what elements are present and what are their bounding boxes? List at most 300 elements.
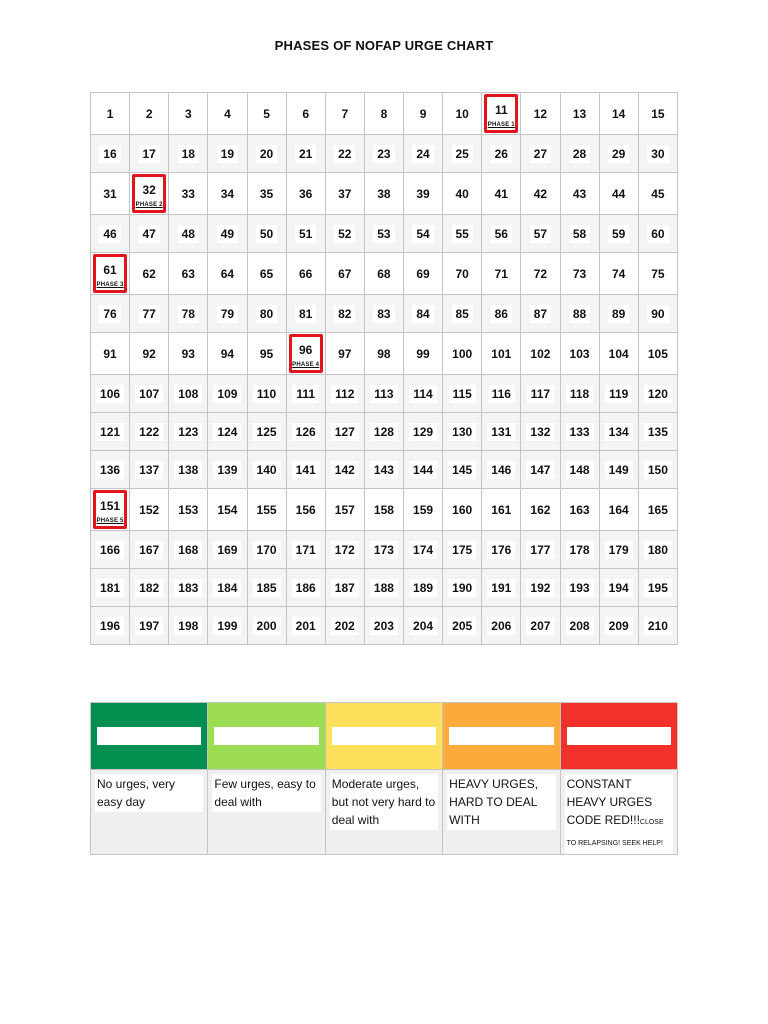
- phase-label: PHASE 2: [135, 202, 163, 208]
- legend-swatch: [443, 703, 560, 770]
- legend-swatch-bar: [567, 727, 671, 745]
- day-cell: [638, 451, 677, 489]
- day-cell: [364, 451, 403, 489]
- grid-row: [91, 531, 678, 569]
- day-cell: [599, 489, 638, 531]
- day-number: 13: [572, 106, 587, 121]
- day-number: 143: [370, 461, 398, 479]
- day-number: 34: [220, 186, 235, 201]
- day-number: 63: [181, 266, 195, 281]
- day-cell: [521, 333, 560, 375]
- day-cell: [208, 375, 247, 413]
- day-cell: [599, 607, 638, 645]
- day-number: 117: [527, 385, 554, 403]
- day-cell: [286, 93, 325, 135]
- day-cell: [91, 333, 130, 375]
- day-number: 40: [455, 186, 469, 201]
- day-cell: [130, 215, 169, 253]
- grid-row: [91, 253, 678, 295]
- day-number: 5: [263, 106, 270, 121]
- day-number: 89: [608, 305, 629, 323]
- day-cell: [247, 489, 286, 531]
- day-number: 95: [259, 346, 274, 361]
- day-cell: [560, 295, 599, 333]
- day-number: 7: [341, 106, 349, 121]
- day-number: 179: [605, 541, 633, 559]
- day-number: 59: [608, 225, 629, 243]
- grid-row: [91, 173, 678, 215]
- day-number: 173: [370, 541, 398, 559]
- day-cell: [443, 215, 482, 253]
- day-cell: [443, 253, 482, 295]
- day-cell: [169, 489, 208, 531]
- day-number: 4: [224, 106, 231, 121]
- grid-row: [91, 451, 678, 489]
- day-number: 68: [377, 266, 391, 281]
- day-cell: [443, 295, 482, 333]
- day-number: 192: [526, 579, 554, 597]
- day-cell: [247, 173, 286, 215]
- grid-row: [91, 489, 678, 531]
- day-number: 26: [491, 145, 512, 163]
- day-number: 132: [526, 423, 554, 441]
- day-number: 207: [526, 617, 554, 635]
- day-number: 81: [295, 305, 316, 323]
- day-number: 193: [566, 579, 594, 597]
- day-cell: [404, 489, 443, 531]
- day-cell: [169, 531, 208, 569]
- day-number: 198: [174, 617, 202, 635]
- day-cell: [169, 451, 208, 489]
- day-number: 101: [491, 346, 512, 361]
- day-number: 202: [331, 617, 359, 635]
- day-number: 181: [96, 579, 124, 597]
- day-number: 55: [452, 225, 473, 243]
- day-cell: [638, 295, 677, 333]
- day-number: 111: [292, 385, 319, 403]
- grid-row: [91, 295, 678, 333]
- day-cell: [521, 253, 560, 295]
- day-number: 114: [409, 385, 436, 403]
- legend-swatch-bar: [332, 727, 436, 745]
- day-cell: [208, 173, 247, 215]
- day-cell: [325, 135, 364, 173]
- day-cell: [521, 451, 560, 489]
- day-cell: [599, 135, 638, 173]
- day-number: 118: [566, 385, 593, 403]
- day-number: 100: [452, 346, 473, 361]
- day-number: 112: [331, 385, 358, 403]
- day-cell: [247, 135, 286, 173]
- day-cell: [247, 295, 286, 333]
- day-cell: [638, 215, 677, 253]
- day-cell: [325, 531, 364, 569]
- day-cell: [482, 531, 521, 569]
- day-number: 195: [644, 579, 672, 597]
- day-number: 9: [419, 106, 427, 121]
- day-cell: [638, 489, 677, 531]
- day-cell: [638, 173, 677, 215]
- phase-label: PHASE 4: [292, 362, 320, 368]
- day-cell: [482, 569, 521, 607]
- day-number: 139: [213, 461, 241, 479]
- day-cell: [599, 569, 638, 607]
- grid-row: [91, 93, 678, 135]
- day-cell: [247, 451, 286, 489]
- day-number: 61: [103, 262, 117, 277]
- day-number: 15: [651, 106, 665, 121]
- day-cell: [599, 531, 638, 569]
- phase-marker-cell: [91, 253, 130, 295]
- day-number: 2: [145, 106, 153, 121]
- day-number: 122: [135, 423, 163, 441]
- legend-text: Moderate urges, but not very hard to deal with: [330, 774, 438, 830]
- day-cell: [521, 135, 560, 173]
- day-number: 76: [99, 305, 120, 323]
- day-number: 113: [370, 385, 397, 403]
- day-cell: [91, 93, 130, 135]
- legend-description: [208, 770, 325, 855]
- day-cell: [91, 607, 130, 645]
- day-number: 24: [412, 145, 433, 163]
- day-number: 69: [416, 266, 430, 281]
- day-number: 145: [448, 461, 476, 479]
- day-cell: [325, 93, 364, 135]
- day-cell: [286, 295, 325, 333]
- day-cell: [325, 333, 364, 375]
- phase-marker-cell: [482, 93, 521, 135]
- day-cell: [599, 413, 638, 451]
- phase-label: PHASE 3: [96, 282, 124, 288]
- day-number: 168: [174, 541, 202, 559]
- day-cell: [560, 451, 599, 489]
- day-cell: [130, 295, 169, 333]
- legend-warning-text: CLOSE TO RELAPSING! SEEK HELP!: [566, 819, 664, 847]
- day-number: 194: [605, 579, 633, 597]
- day-cell: [325, 173, 364, 215]
- day-cell: [208, 607, 247, 645]
- day-cell: [599, 93, 638, 135]
- day-cell: [130, 253, 169, 295]
- day-number: 52: [334, 225, 355, 243]
- day-cell: [169, 295, 208, 333]
- day-number: 66: [299, 266, 313, 281]
- day-number: 140: [253, 461, 281, 479]
- day-number: 115: [449, 385, 476, 403]
- day-cell: [247, 413, 286, 451]
- day-number: 131: [487, 423, 515, 441]
- day-cell: [482, 413, 521, 451]
- day-cell: [364, 607, 403, 645]
- day-cell: [91, 173, 130, 215]
- day-cell: [169, 173, 208, 215]
- day-number: 28: [569, 145, 590, 163]
- day-number: 72: [533, 266, 548, 281]
- day-number: 65: [259, 266, 274, 281]
- day-number: 147: [526, 461, 554, 479]
- day-cell: [638, 135, 677, 173]
- day-cell: [521, 295, 560, 333]
- day-number: 167: [135, 541, 163, 559]
- day-cell: [91, 531, 130, 569]
- day-cell: [247, 375, 286, 413]
- day-cell: [638, 333, 677, 375]
- day-cell: [560, 253, 599, 295]
- day-number: 152: [139, 502, 160, 517]
- day-cell: [286, 173, 325, 215]
- day-cell: [247, 333, 286, 375]
- day-number: 102: [530, 346, 551, 361]
- day-number: 125: [253, 423, 281, 441]
- day-number: 25: [452, 145, 473, 163]
- phase-label: PHASE 1: [487, 122, 515, 128]
- day-cell: [560, 489, 599, 531]
- day-number: 138: [174, 461, 202, 479]
- day-number: 175: [448, 541, 476, 559]
- day-number: 51: [295, 225, 316, 243]
- day-number: 67: [338, 266, 352, 281]
- grid-row: [91, 569, 678, 607]
- day-number: 57: [530, 225, 551, 243]
- day-cell: [169, 333, 208, 375]
- day-number: 110: [253, 385, 280, 403]
- day-number: 39: [416, 186, 430, 201]
- day-number: 150: [644, 461, 672, 479]
- day-cell: [364, 295, 403, 333]
- day-cell: [560, 413, 599, 451]
- day-cell: [560, 333, 599, 375]
- day-number: 208: [566, 617, 594, 635]
- day-cell: [404, 607, 443, 645]
- day-number: 144: [409, 461, 437, 479]
- day-cell: [325, 215, 364, 253]
- day-number: 19: [217, 145, 238, 163]
- day-number: 17: [139, 145, 160, 163]
- day-number: 189: [409, 579, 437, 597]
- day-cell: [325, 451, 364, 489]
- day-cell: [91, 375, 130, 413]
- day-number: 88: [569, 305, 590, 323]
- day-number: 119: [605, 385, 632, 403]
- day-cell: [286, 135, 325, 173]
- day-number: 199: [213, 617, 241, 635]
- day-cell: [208, 253, 247, 295]
- day-cell: [560, 375, 599, 413]
- day-number: 116: [488, 385, 515, 403]
- day-number: 22: [334, 145, 355, 163]
- day-number: 204: [409, 617, 437, 635]
- day-number: 6: [302, 106, 310, 121]
- day-cell: [482, 489, 521, 531]
- day-cell: [169, 253, 208, 295]
- day-cell: [91, 569, 130, 607]
- day-cell: [638, 93, 677, 135]
- day-number: 85: [452, 305, 473, 323]
- day-number: 98: [377, 346, 391, 361]
- day-cell: [208, 489, 247, 531]
- day-number: 104: [608, 346, 629, 361]
- day-number: 187: [331, 579, 359, 597]
- day-cell: [91, 295, 130, 333]
- day-number: 56: [491, 225, 512, 243]
- day-cell: [169, 607, 208, 645]
- day-number: 53: [373, 225, 394, 243]
- day-cell: [208, 569, 247, 607]
- day-number: 91: [103, 346, 117, 361]
- day-number: 162: [530, 502, 551, 517]
- day-cell: [364, 135, 403, 173]
- day-cell: [169, 413, 208, 451]
- legend-description: [325, 770, 442, 855]
- day-cell: [364, 253, 403, 295]
- day-number: 160: [452, 502, 473, 517]
- day-cell: [599, 451, 638, 489]
- day-cell: [560, 531, 599, 569]
- day-number: 185: [253, 579, 281, 597]
- day-number: 205: [448, 617, 476, 635]
- legend-swatch: [325, 703, 442, 770]
- day-cell: [130, 569, 169, 607]
- day-cell: [599, 375, 638, 413]
- urge-legend: [90, 702, 678, 855]
- day-number: 174: [409, 541, 437, 559]
- day-cell: [247, 607, 286, 645]
- day-number: 166: [96, 541, 124, 559]
- day-number: 135: [644, 423, 672, 441]
- day-number: 163: [569, 502, 590, 517]
- day-number: 154: [217, 502, 238, 517]
- day-cell: [404, 333, 443, 375]
- day-number: 37: [338, 186, 352, 201]
- day-number: 1: [106, 106, 114, 121]
- day-number: 8: [380, 106, 388, 121]
- day-cell: [208, 295, 247, 333]
- day-number: 184: [213, 579, 241, 597]
- day-cell: [286, 607, 325, 645]
- day-number: 197: [135, 617, 163, 635]
- day-number: 36: [299, 186, 313, 201]
- day-number: 11: [494, 102, 508, 117]
- legend-swatch: [208, 703, 325, 770]
- day-number: 32: [142, 182, 156, 197]
- day-cell: [364, 413, 403, 451]
- day-cell: [443, 569, 482, 607]
- day-number: 107: [135, 385, 163, 403]
- day-cell: [247, 215, 286, 253]
- day-cell: [443, 93, 482, 135]
- day-number: 93: [181, 346, 195, 361]
- day-cell: [443, 135, 482, 173]
- phase-label: PHASE 5: [96, 518, 124, 524]
- day-cell: [443, 451, 482, 489]
- day-cell: [443, 375, 482, 413]
- day-cell: [130, 489, 169, 531]
- phase-marker-cell: [286, 333, 325, 375]
- legend-description: [91, 770, 208, 855]
- day-cell: [364, 333, 403, 375]
- day-cell: [247, 93, 286, 135]
- legend-text: CONSTANT HEAVY URGES CODE RED!!!CLOSE TO RELAPSING! SEEK HELP!: [565, 774, 673, 854]
- day-number: 134: [605, 423, 633, 441]
- day-cell: [364, 569, 403, 607]
- day-cell: [208, 413, 247, 451]
- phase-marker-cell: [91, 489, 130, 531]
- day-number: 41: [494, 186, 508, 201]
- day-cell: [364, 173, 403, 215]
- day-cell: [521, 569, 560, 607]
- day-number: 62: [142, 266, 156, 281]
- day-number: 71: [494, 266, 508, 281]
- day-cell: [443, 333, 482, 375]
- day-number: 103: [569, 346, 590, 361]
- day-cell: [364, 215, 403, 253]
- day-number: 124: [213, 423, 241, 441]
- day-cell: [130, 375, 169, 413]
- day-number: 79: [217, 305, 238, 323]
- day-number: 123: [174, 423, 202, 441]
- day-number: 200: [253, 617, 281, 635]
- day-cell: [208, 333, 247, 375]
- day-cell: [130, 93, 169, 135]
- grid-row: [91, 135, 678, 173]
- day-number: 35: [259, 186, 274, 201]
- day-number: 172: [331, 541, 359, 559]
- legend-description: [443, 770, 560, 855]
- day-cell: [286, 489, 325, 531]
- day-cell: [325, 489, 364, 531]
- day-number: 127: [331, 423, 359, 441]
- day-number: 137: [135, 461, 163, 479]
- day-number: 161: [491, 502, 512, 517]
- day-cell: [638, 413, 677, 451]
- day-cell: [443, 413, 482, 451]
- day-cell: [286, 451, 325, 489]
- day-cell: [404, 531, 443, 569]
- day-number: 182: [135, 579, 163, 597]
- day-cell: [482, 607, 521, 645]
- legend-swatch-bar: [214, 727, 318, 745]
- day-cell: [169, 135, 208, 173]
- day-number: 18: [178, 145, 199, 163]
- day-number: 90: [647, 305, 668, 323]
- day-number: 120: [644, 385, 672, 403]
- day-number: 141: [292, 461, 320, 479]
- day-number: 58: [569, 225, 590, 243]
- day-number: 133: [566, 423, 594, 441]
- day-number: 129: [409, 423, 437, 441]
- day-number: 128: [370, 423, 398, 441]
- grid-row: [91, 607, 678, 645]
- day-number: 60: [647, 225, 668, 243]
- day-cell: [208, 135, 247, 173]
- day-cell: [91, 451, 130, 489]
- day-number: 87: [530, 305, 551, 323]
- day-cell: [286, 215, 325, 253]
- day-cell: [247, 531, 286, 569]
- day-cell: [325, 607, 364, 645]
- day-number: 94: [220, 346, 235, 361]
- day-number: 149: [605, 461, 633, 479]
- day-cell: [482, 295, 521, 333]
- day-cell: [482, 173, 521, 215]
- legend-swatch-bar: [449, 727, 553, 745]
- day-number: 121: [96, 423, 124, 441]
- day-cell: [286, 375, 325, 413]
- day-cell: [169, 215, 208, 253]
- day-cell: [521, 215, 560, 253]
- day-cell: [482, 215, 521, 253]
- day-cell: [130, 607, 169, 645]
